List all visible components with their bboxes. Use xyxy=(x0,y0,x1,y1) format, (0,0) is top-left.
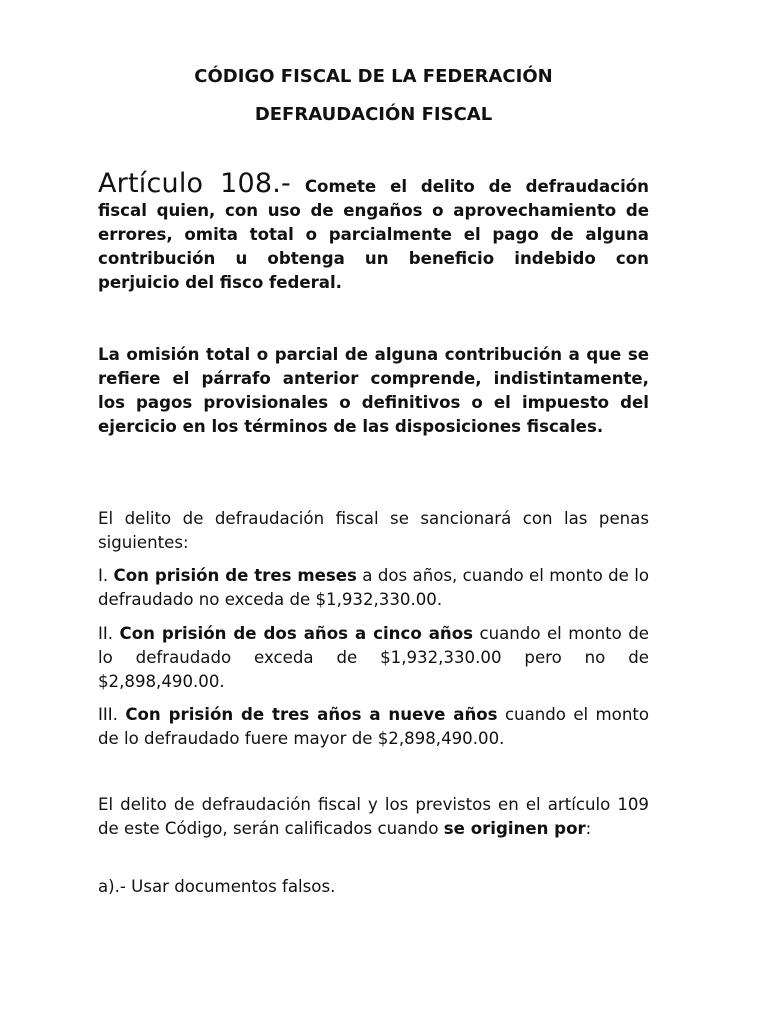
article-heading: Artículo 108.- xyxy=(98,168,291,199)
qualified-colon: : xyxy=(585,819,592,838)
penalty-numeral: I. xyxy=(98,566,109,585)
penalty-item-3 xyxy=(98,703,649,751)
document-subtitle: DEFRAUDACIÓN FISCAL xyxy=(254,104,493,125)
penalty-text: a dos años, cuando el monto de lo defraudado no exceda de $1,932,330.00. xyxy=(98,566,649,609)
qualified-paragraph xyxy=(98,793,649,841)
qualified-bold-text: se originen por xyxy=(443,819,586,838)
penalty-bold-text: Con prisión de tres años a nueve años xyxy=(125,705,498,724)
penalty-numeral: III. xyxy=(98,705,118,724)
penalty-item-2 xyxy=(98,622,649,694)
penalty-bold-text: Con prisión de dos años a cinco años xyxy=(119,624,473,643)
omission-paragraph: La omisión total o parcial de alguna contribución a que se refiere el párrafo anterior comprende, indistintamente, los pagos provisionales o definitivos o el impuesto del ejercicio en los términos de las disposiciones fiscales. xyxy=(98,345,649,436)
qualified-item-a: a).- Usar documentos falsos. xyxy=(98,877,336,896)
penalty-item-1 xyxy=(98,564,649,612)
penalty-text: cuando el monto de lo defraudado exceda de $1,932,330.00 pero no de $2,898,490.00. xyxy=(98,624,649,691)
qualified-text: El delito de defraudación fiscal y los previstos en el artículo 109 de este Código, serán calificados cuando xyxy=(98,795,649,838)
document-title: CÓDIGO FISCAL DE LA FEDERACIÓN xyxy=(194,66,553,87)
article-text: Comete el delito de defraudación fiscal quien, con uso de engaños o aprovechamiento de errores, omita total o parcialmente el pago de alguna contribución u obtenga un beneficio indebido con perjuicio del fisco federal. xyxy=(98,177,649,292)
penalties-intro: El delito de defraudación fiscal se sancionará con las penas siguientes: xyxy=(98,509,649,552)
penalty-numeral: II. xyxy=(98,624,114,643)
penalty-text: cuando el monto de lo defraudado fuere mayor de $2,898,490.00. xyxy=(98,705,650,748)
article-108-paragraph xyxy=(98,168,649,295)
penalty-bold-text: Con prisión de tres meses xyxy=(113,566,357,585)
